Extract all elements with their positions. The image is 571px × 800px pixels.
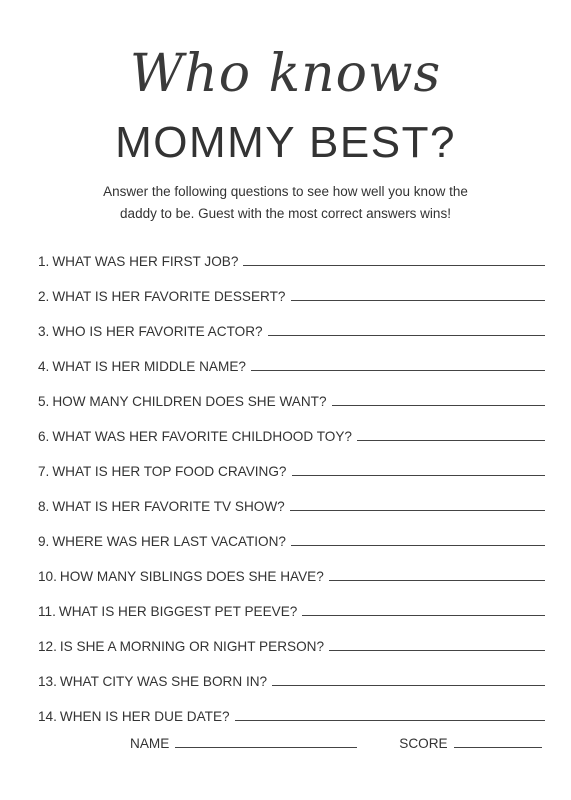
- question-text: WHAT WAS HER FIRST JOB?: [52, 254, 239, 269]
- question-item: [38, 549, 545, 584]
- footer: [130, 736, 545, 751]
- question-number: 14.: [38, 709, 57, 724]
- question-item: [38, 584, 545, 619]
- question-text: WHAT IS HER TOP FOOD CRAVING?: [52, 464, 287, 479]
- question-number: 4.: [38, 359, 50, 374]
- question-item: [38, 269, 545, 304]
- question-text: WHERE WAS HER LAST VACATION?: [52, 534, 286, 549]
- question-number: 10.: [38, 569, 57, 584]
- question-number: 7.: [38, 464, 50, 479]
- question-number: 11.: [38, 604, 56, 619]
- answer-line[interactable]: [291, 544, 545, 546]
- question-text: HOW MANY SIBLINGS DOES SHE HAVE?: [59, 569, 324, 584]
- instructions: [40, 181, 531, 225]
- question-list: [38, 234, 545, 724]
- answer-line[interactable]: [329, 649, 545, 651]
- question-item: [38, 654, 545, 689]
- answer-line[interactable]: [268, 334, 545, 336]
- answer-line[interactable]: [302, 614, 545, 616]
- question-number: 1.: [38, 254, 50, 269]
- question-text: WHEN IS HER DUE DATE?: [59, 709, 230, 724]
- page-title: MOMMY BEST?: [115, 118, 456, 167]
- answer-line[interactable]: [332, 404, 545, 406]
- question-item: [38, 339, 545, 374]
- script-title: Who knows: [129, 44, 442, 104]
- answer-line[interactable]: [251, 369, 545, 371]
- question-number: 5.: [38, 394, 50, 409]
- question-item: [38, 409, 545, 444]
- answer-line[interactable]: [243, 264, 545, 266]
- question-text: HOW MANY CHILDREN DOES SHE WANT?: [52, 394, 327, 409]
- question-item: [38, 234, 545, 269]
- question-number: 12.: [38, 639, 57, 654]
- score-label: SCORE: [399, 736, 448, 751]
- question-text: WHAT WAS HER FAVORITE CHILDHOOD TOY?: [52, 429, 352, 444]
- question-item: [38, 479, 545, 514]
- question-text: WHAT CITY WAS SHE BORN IN?: [59, 674, 268, 689]
- question-item: [38, 689, 545, 724]
- question-item: [38, 514, 545, 549]
- instructions-line-2: daddy to be. Guest with the most correct answers wins!: [120, 206, 451, 221]
- question-text: WHO IS HER FAVORITE ACTOR?: [52, 324, 263, 339]
- question-number: 9.: [38, 534, 50, 549]
- question-text: WHAT IS HER FAVORITE DESSERT?: [52, 289, 286, 304]
- answer-line[interactable]: [290, 509, 545, 511]
- question-item: [38, 304, 545, 339]
- answer-line[interactable]: [235, 719, 545, 721]
- answer-line[interactable]: [329, 579, 545, 581]
- question-text: WHAT IS HER MIDDLE NAME?: [52, 359, 246, 374]
- question-number: 6.: [38, 429, 50, 444]
- question-text: WHAT IS HER BIGGEST PET PEEVE?: [58, 604, 298, 619]
- question-text: WHAT IS HER FAVORITE TV SHOW?: [52, 499, 285, 514]
- answer-line[interactable]: [291, 299, 546, 301]
- question-number: 3.: [38, 324, 50, 339]
- name-line[interactable]: [175, 747, 357, 748]
- answer-line[interactable]: [292, 474, 546, 476]
- answer-line[interactable]: [272, 684, 545, 686]
- name-label: NAME: [130, 736, 170, 751]
- question-item: [38, 374, 545, 409]
- question-item: [38, 444, 545, 479]
- question-number: 13.: [38, 674, 57, 689]
- instructions-line-1: Answer the following questions to see how well you know the: [103, 184, 468, 199]
- question-text: IS SHE A MORNING OR NIGHT PERSON?: [59, 639, 325, 654]
- question-number: 8.: [38, 499, 50, 514]
- answer-line[interactable]: [357, 439, 545, 441]
- question-item: [38, 619, 545, 654]
- score-line[interactable]: [454, 747, 542, 748]
- question-number: 2.: [38, 289, 50, 304]
